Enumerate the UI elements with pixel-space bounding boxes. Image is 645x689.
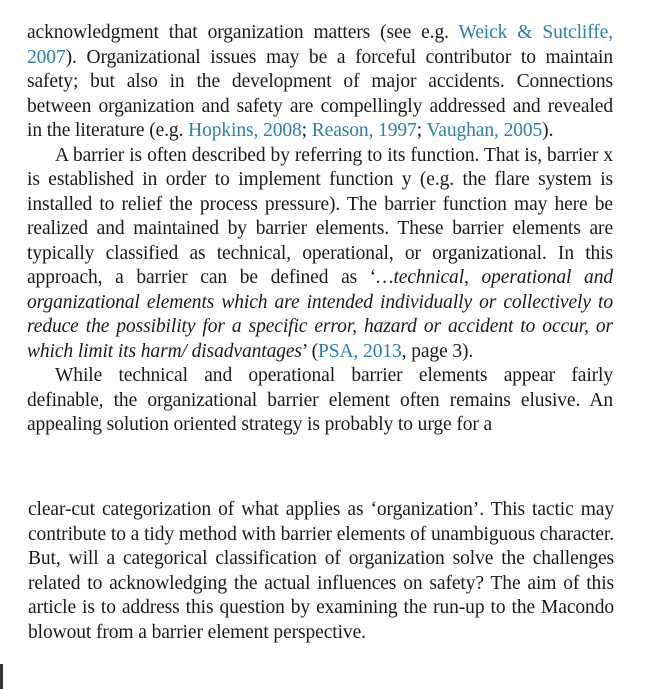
paragraph-text: acknowledgment that organization matters (see e.g. (27, 22, 459, 43)
citation-hopkins-2008[interactable]: Hopkins, 2008 (188, 120, 302, 141)
citation-separator: ; (416, 120, 427, 141)
margin-marker-bar (0, 664, 3, 689)
paragraph-text: ’ ( (301, 340, 319, 362)
paragraph-text: ). Organizational issues may be a forceful contributor to maintain safety; but also in the development of major accidents. Connections between organization and safety are compellingly addressed and revealed in the literature (e.g. (27, 46, 613, 141)
paragraph-organization-matters (27, 21, 613, 144)
barrier-definition-quote: …technical, operational and organizational elements which are intended individually or collectively to reduce the possibility for a specific error, hazard or accident to occur, or which limit its harm/ disadvantages (27, 267, 613, 362)
citation-vaughan-2005[interactable]: Vaughan, 2005 (426, 120, 543, 141)
paragraph-text: clear-cut categorization of what applies as ‘organization’. This tactic may contribute to a tidy method with barrier elements of unambiguous character. But, will a categorical classification of organization solve the challenges related to acknowledging the actual influences on safety? The aim of this article is to address this question by examining the run-up to the Macondo blowout from a barrier element perspective. (28, 499, 614, 643)
paragraph-text: , page 3). (401, 340, 474, 362)
paragraph-text: ). (542, 120, 554, 141)
text-column-top (27, 21, 613, 438)
text-column-bottom (28, 498, 614, 645)
citation-reason-1997[interactable]: Reason, 1997 (311, 120, 417, 141)
citation-weick-sutcliffe-2007[interactable]: Weick & Sutcliffe, 2007 (27, 22, 614, 68)
paragraph-text: While technical and operational barrier elements appear fairly definable, the organizational barrier element often remains elusive. An appealing solution oriented strategy is probably to urge for a (27, 365, 613, 435)
citation-separator: ; (301, 120, 312, 141)
citation-psa-2013[interactable]: PSA, 2013 (318, 340, 402, 362)
paragraph-text: A barrier is often described by referring to its function. That is, barrier x is established in order to implement function y (e.g. the flare system is installed to relief the process pressure). The barrier function may here be realized and maintained by barrier elements. These barrier elements are typically classified as technical, operational, or organizational. In this approach, a barrier can be defined as ‘ (27, 144, 613, 288)
paragraph-organizational-barrier-part1 (27, 364, 613, 438)
paragraph-barrier-function (27, 144, 613, 365)
paragraph-organizational-barrier-part2 (28, 498, 614, 645)
